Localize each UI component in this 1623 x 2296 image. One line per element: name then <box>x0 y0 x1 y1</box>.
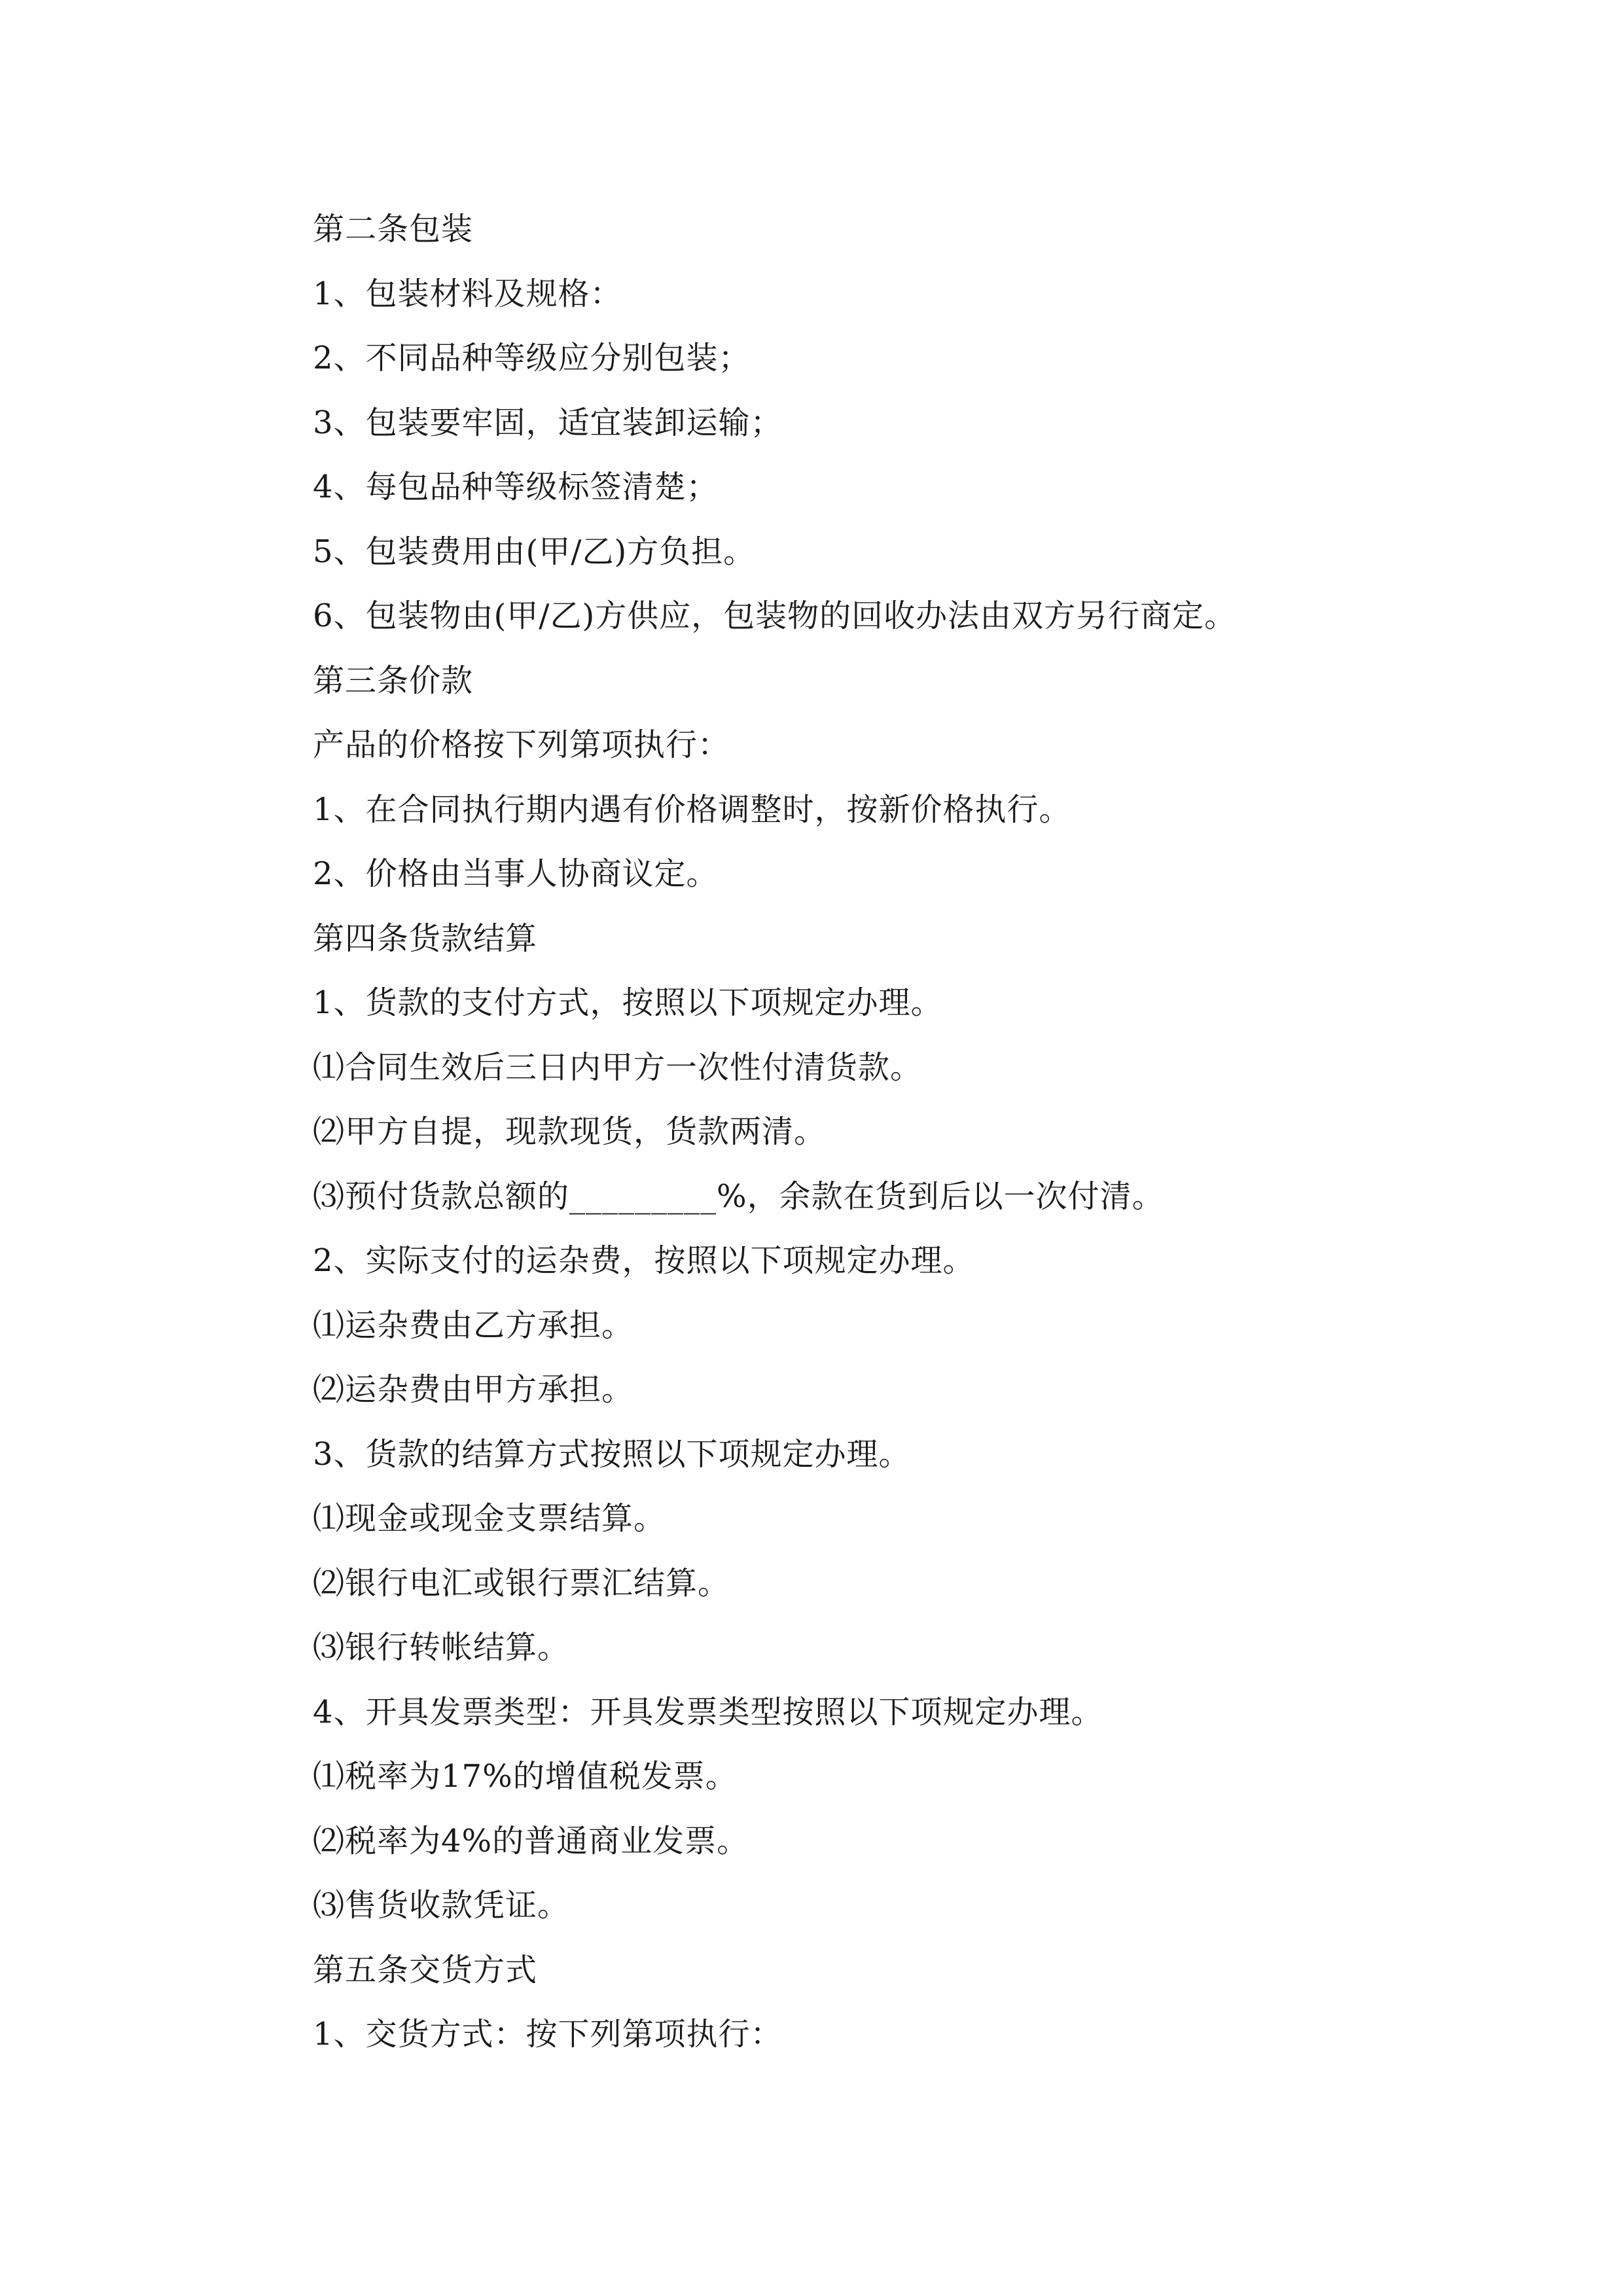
section-heading-price: 第三条价款 <box>313 662 474 699</box>
text-line: 1、在合同执行期内遇有价格调整时，按新价格执行。 <box>313 791 1071 828</box>
text-line: ⑵运杂费由甲方承担。 <box>313 1371 634 1408</box>
text-line: ⑵银行电汇或银行票汇结算。 <box>313 1564 730 1602</box>
text-line: ⑴合同生效后三日内甲方一次性付清货款。 <box>313 1049 923 1086</box>
text-line: 2、不同品种等级应分别包装； <box>313 340 751 376</box>
section-heading-payment: 第四条货款结算 <box>313 920 538 957</box>
text-line: ⑴税率为17%的增值税发票。 <box>313 1758 738 1795</box>
text-line: 4、每包品种等级标签清楚； <box>313 469 719 505</box>
text-line: ⑶预付货款总额的_________%，余款在货到后以一次付清。 <box>313 1177 1164 1215</box>
text-line: 4、开具发票类型：开具发票类型按照以下项规定办理。 <box>313 1693 1103 1731</box>
text-line: 5、包装费用由(甲/乙)方负担。 <box>313 533 756 570</box>
section-heading-delivery: 第五条交货方式 <box>313 1951 538 1988</box>
text-line: 2、实际支付的运杂费，按照以下项规定办理。 <box>313 1242 975 1279</box>
text-line: 产品的价格按下列第项执行： <box>313 726 730 763</box>
document-body <box>313 208 1360 2078</box>
text-line: ⑶售货收款凭证。 <box>313 1887 570 1924</box>
text-line: 3、包装要牢固，适宜装卸运输； <box>313 404 783 441</box>
text-line: 2、价格由当事人协商议定。 <box>313 855 719 892</box>
text-line: ⑵税率为4%的普通商业发票。 <box>313 1822 749 1859</box>
text-line: 6、包装物由(甲/乙)方供应，包装物的回收办法由双方另行商定。 <box>313 598 1237 634</box>
text-line: ⑶银行转帐结算。 <box>313 1629 570 1666</box>
text-line: 1、交货方式：按下列第项执行： <box>313 2016 783 2053</box>
section-heading-packaging: 第二条包装 <box>313 211 474 247</box>
text-line: 1、货款的支付方式，按照以下项规定办理。 <box>313 984 943 1021</box>
text-line: ⑴现金或现金支票结算。 <box>313 1500 666 1537</box>
text-line: 1、包装材料及规格： <box>313 275 622 312</box>
text-line: ⑵甲方自提，现款现货，货款两清。 <box>313 1113 827 1150</box>
text-line: ⑴运杂费由乙方承担。 <box>313 1306 634 1344</box>
text-line: 3、货款的结算方式按照以下项规定办理。 <box>313 1435 911 1473</box>
